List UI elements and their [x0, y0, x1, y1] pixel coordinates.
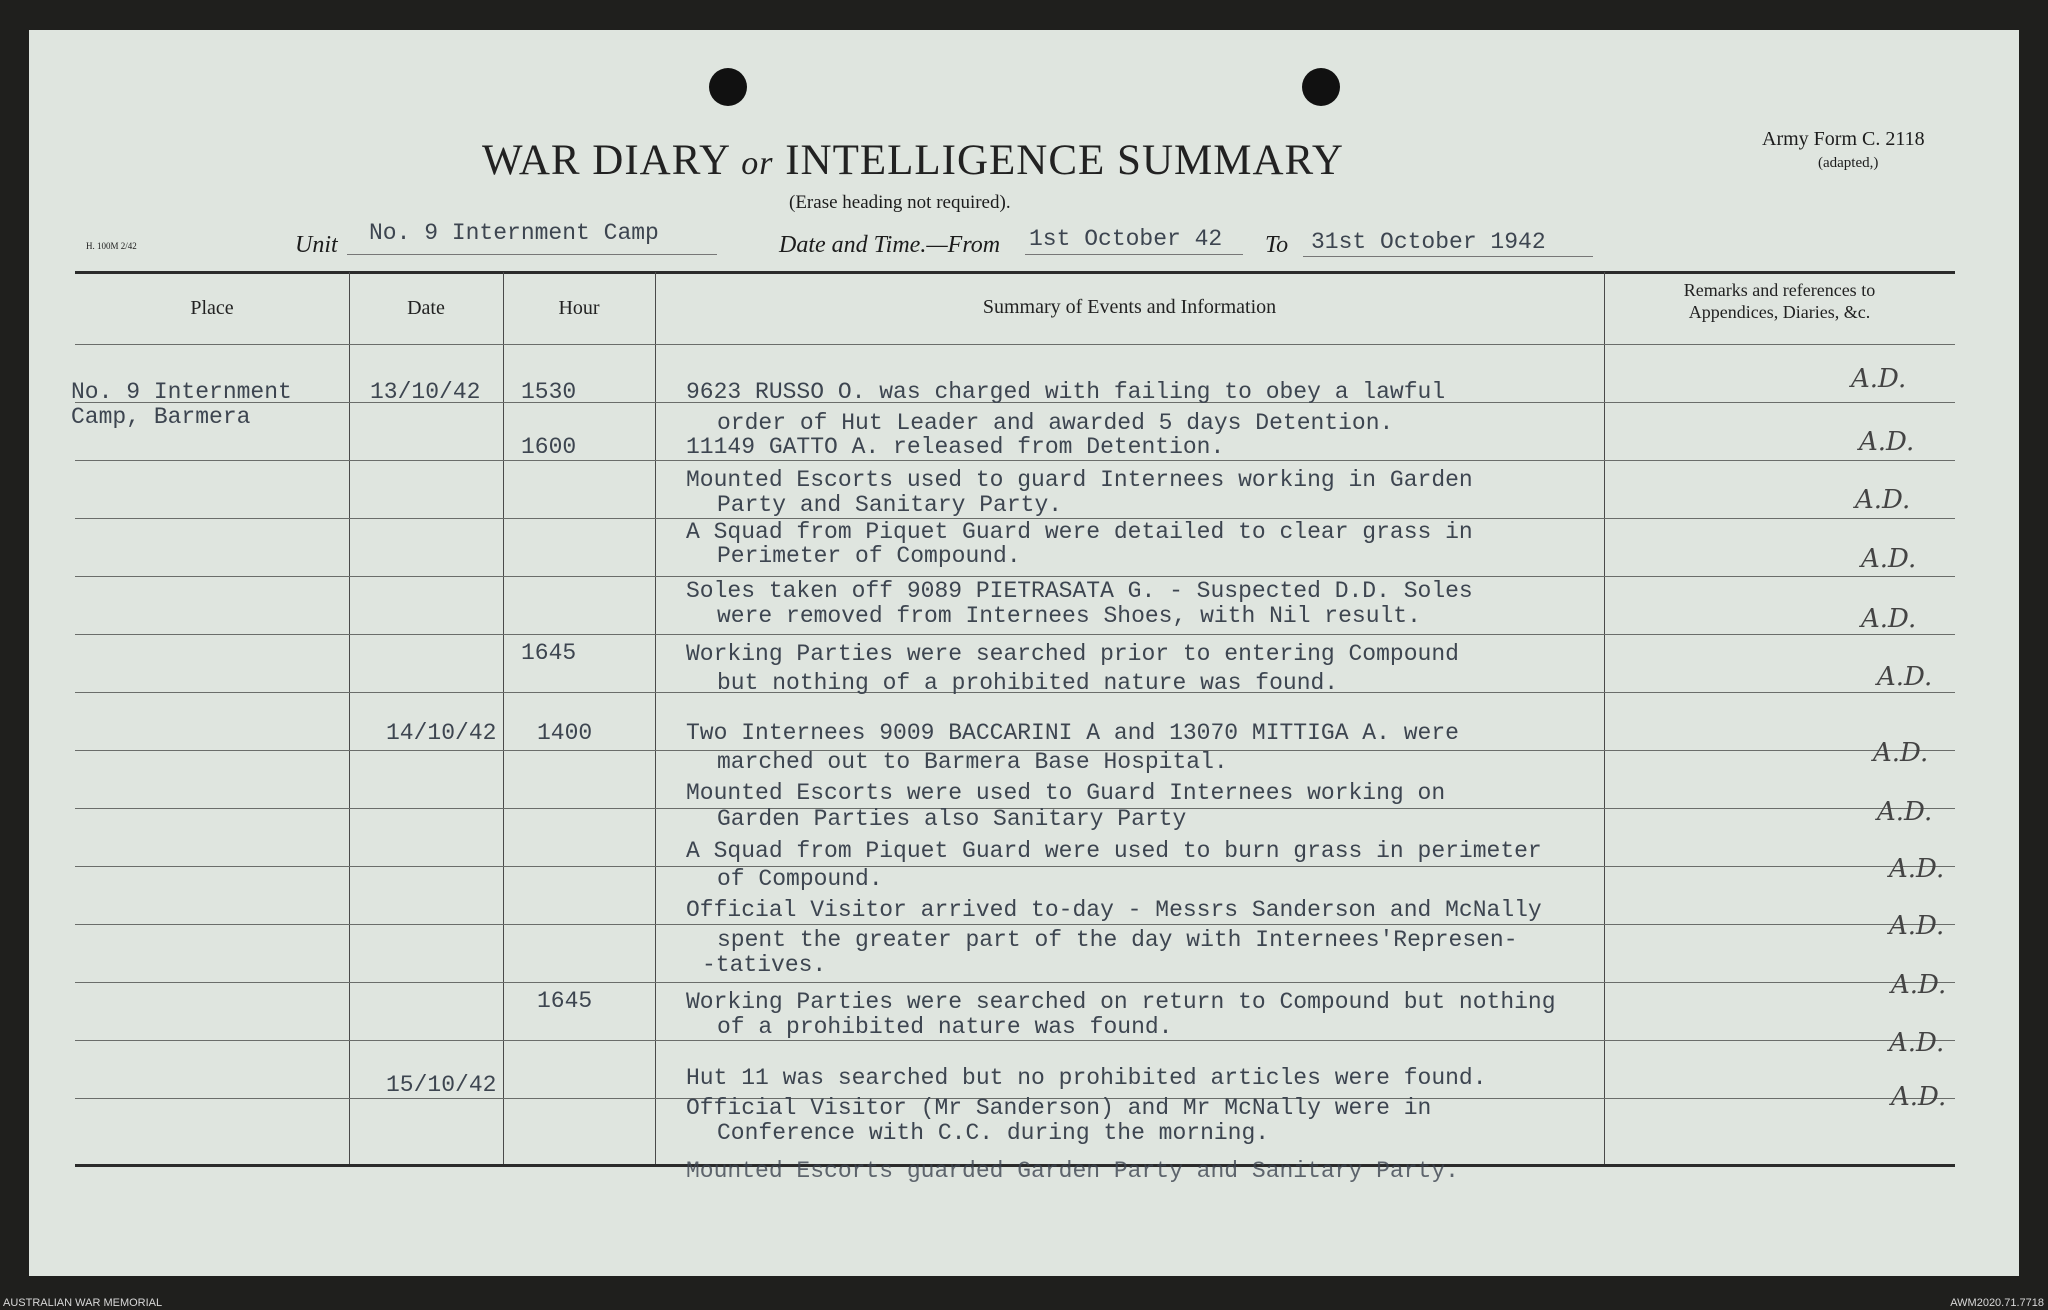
remark-initials: A.D. [1873, 738, 1929, 768]
summary-line: Working Parties were searched prior to entering Compound [686, 641, 1459, 667]
summary-line: of Compound. [717, 866, 883, 892]
form-title [482, 136, 1344, 185]
col-header-place: Place [190, 297, 234, 319]
to-label: To [1265, 232, 1289, 258]
col-header-summary: Summary of Events and Information [982, 296, 1277, 318]
summary-line: marched out to Barmera Base Hospital. [717, 749, 1228, 775]
punch-hole-right [1302, 68, 1340, 106]
summary-line: Garden Parties also Sanitary Party [717, 806, 1187, 832]
summary-line: Hut 11 was searched but no prohibited articles were found. [686, 1065, 1487, 1091]
punch-hole-left [709, 68, 747, 106]
col-header-remarks-line2: Appendices, Diaries, &c. [1688, 302, 1871, 322]
row-rule [75, 982, 1955, 983]
footer-accession-number: AWM2020.71.7718 [1950, 1297, 2044, 1309]
remark-initials: A.D. [1859, 427, 1915, 457]
date-entry: 15/10/42 [386, 1072, 497, 1098]
unit-label: Unit [295, 232, 338, 258]
remark-initials: A.D. [1877, 662, 1933, 692]
summary-line: Working Parties were searched on return to Compound but nothing [686, 989, 1556, 1015]
col-divider-summary-remarks [1604, 272, 1605, 1164]
from-underline [1025, 254, 1243, 255]
from-date-value: 1st October 42 [1029, 226, 1223, 252]
row-rule [75, 866, 1955, 867]
remark-initials: A.D. [1889, 854, 1945, 884]
remark-initials: A.D. [1861, 544, 1917, 574]
remark-initials: A.D. [1889, 1028, 1945, 1058]
summary-line: order of Hut Leader and awarded 5 days Detention. [717, 410, 1394, 436]
remark-initials: A.D. [1851, 364, 1907, 394]
summary-line: were removed from Internees Shoes, with Nil result. [717, 603, 1421, 629]
remark-initials: A.D. [1877, 797, 1933, 827]
summary-line: Mounted Escorts guarded Garden Party and Sanitary Party. [686, 1158, 1459, 1184]
summary-line: Party and Sanitary Party. [717, 492, 1063, 518]
summary-line: but nothing of a prohibited nature was found. [717, 670, 1339, 696]
date-entry: 13/10/42 [370, 379, 481, 405]
summary-line: 9623 RUSSO O. was charged with failing to obey a lawful [686, 379, 1446, 405]
col-divider-place-date [349, 272, 350, 1164]
remark-initials: A.D. [1889, 911, 1945, 941]
form-subtitle: (Erase heading not required). [789, 192, 1011, 213]
form-code: H. 100M 2/42 [86, 241, 137, 251]
army-form-adapted: (adapted,) [1818, 155, 1879, 171]
summary-line: of a prohibited nature was found. [717, 1014, 1173, 1040]
summary-line: A Squad from Piquet Guard were used to burn grass in perimeter [686, 838, 1542, 864]
remark-initials: A.D. [1891, 1082, 1947, 1112]
title-or: or [741, 145, 774, 182]
summary-line: 11149 GATTO A. released from Detention. [686, 434, 1225, 460]
hour-entry: 1600 [521, 434, 577, 460]
hour-entry: 1645 [521, 640, 577, 666]
place-line1: No. 9 Internment [71, 379, 292, 405]
army-form-number: Army Form C. 2118 [1762, 128, 1925, 150]
row-rule [75, 634, 1955, 635]
hour-entry: 1530 [521, 379, 577, 405]
to-date-value: 31st October 1942 [1311, 229, 1546, 255]
unit-value: No. 9 Internment Camp [369, 220, 659, 246]
row-rule [75, 576, 1955, 577]
place-line2: Camp, Barmera [71, 404, 251, 430]
summary-line: Two Internees 9009 BACCARINI A and 13070 MITTIGA A. were [686, 720, 1459, 746]
summary-line: spent the greater part of the day with Internees'Represen- [717, 927, 1518, 953]
summary-line: Perimeter of Compound. [717, 543, 1021, 569]
summary-line: -tatives. [702, 952, 827, 978]
title-war-diary: WAR DIARY [482, 137, 730, 184]
footer-credit: AUSTRALIAN WAR MEMORIAL [3, 1297, 163, 1309]
summary-line: Official Visitor arrived to-day - Messrs Sanderson and McNally [686, 897, 1542, 923]
row-rule [75, 924, 1955, 925]
summary-line: Mounted Escorts used to guard Internees working in Garden [686, 467, 1473, 493]
unit-underline [347, 254, 717, 255]
summary-line: Official Visitor (Mr Sanderson) and Mr McNally were in [686, 1095, 1432, 1121]
summary-line: Conference with C.C. during the morning. [717, 1120, 1270, 1146]
title-intelligence-summary: INTELLIGENCE SUMMARY [785, 137, 1344, 184]
col-header-date: Date [407, 297, 445, 319]
summary-line: A Squad from Piquet Guard were detailed to clear grass in [686, 519, 1473, 545]
col-divider-hour-summary [655, 272, 656, 1164]
remark-initials: A.D. [1861, 604, 1917, 634]
remark-initials: A.D. [1855, 485, 1911, 515]
remark-initials: A.D. [1891, 970, 1947, 1000]
summary-line: Mounted Escorts were used to Guard Internees working on [686, 780, 1446, 806]
hour-entry: 1645 [537, 988, 593, 1014]
col-header-remarks-line1: Remarks and references to [1683, 280, 1876, 300]
table-top-rule [75, 271, 1955, 274]
summary-line: Soles taken off 9089 PIETRASATA G. - Suspected D.D. Soles [686, 578, 1473, 604]
diary-sheet [29, 30, 2019, 1276]
row-rule [75, 1040, 1955, 1041]
row-rule [75, 460, 1955, 461]
col-divider-date-hour [503, 272, 504, 1164]
date-entry: 14/10/42 [386, 720, 497, 746]
date-time-label: Date and Time.—From [779, 232, 1001, 258]
to-underline [1303, 256, 1593, 257]
row-rule [75, 344, 1955, 345]
hour-entry: 1400 [537, 720, 593, 746]
col-header-hour: Hour [558, 297, 600, 319]
